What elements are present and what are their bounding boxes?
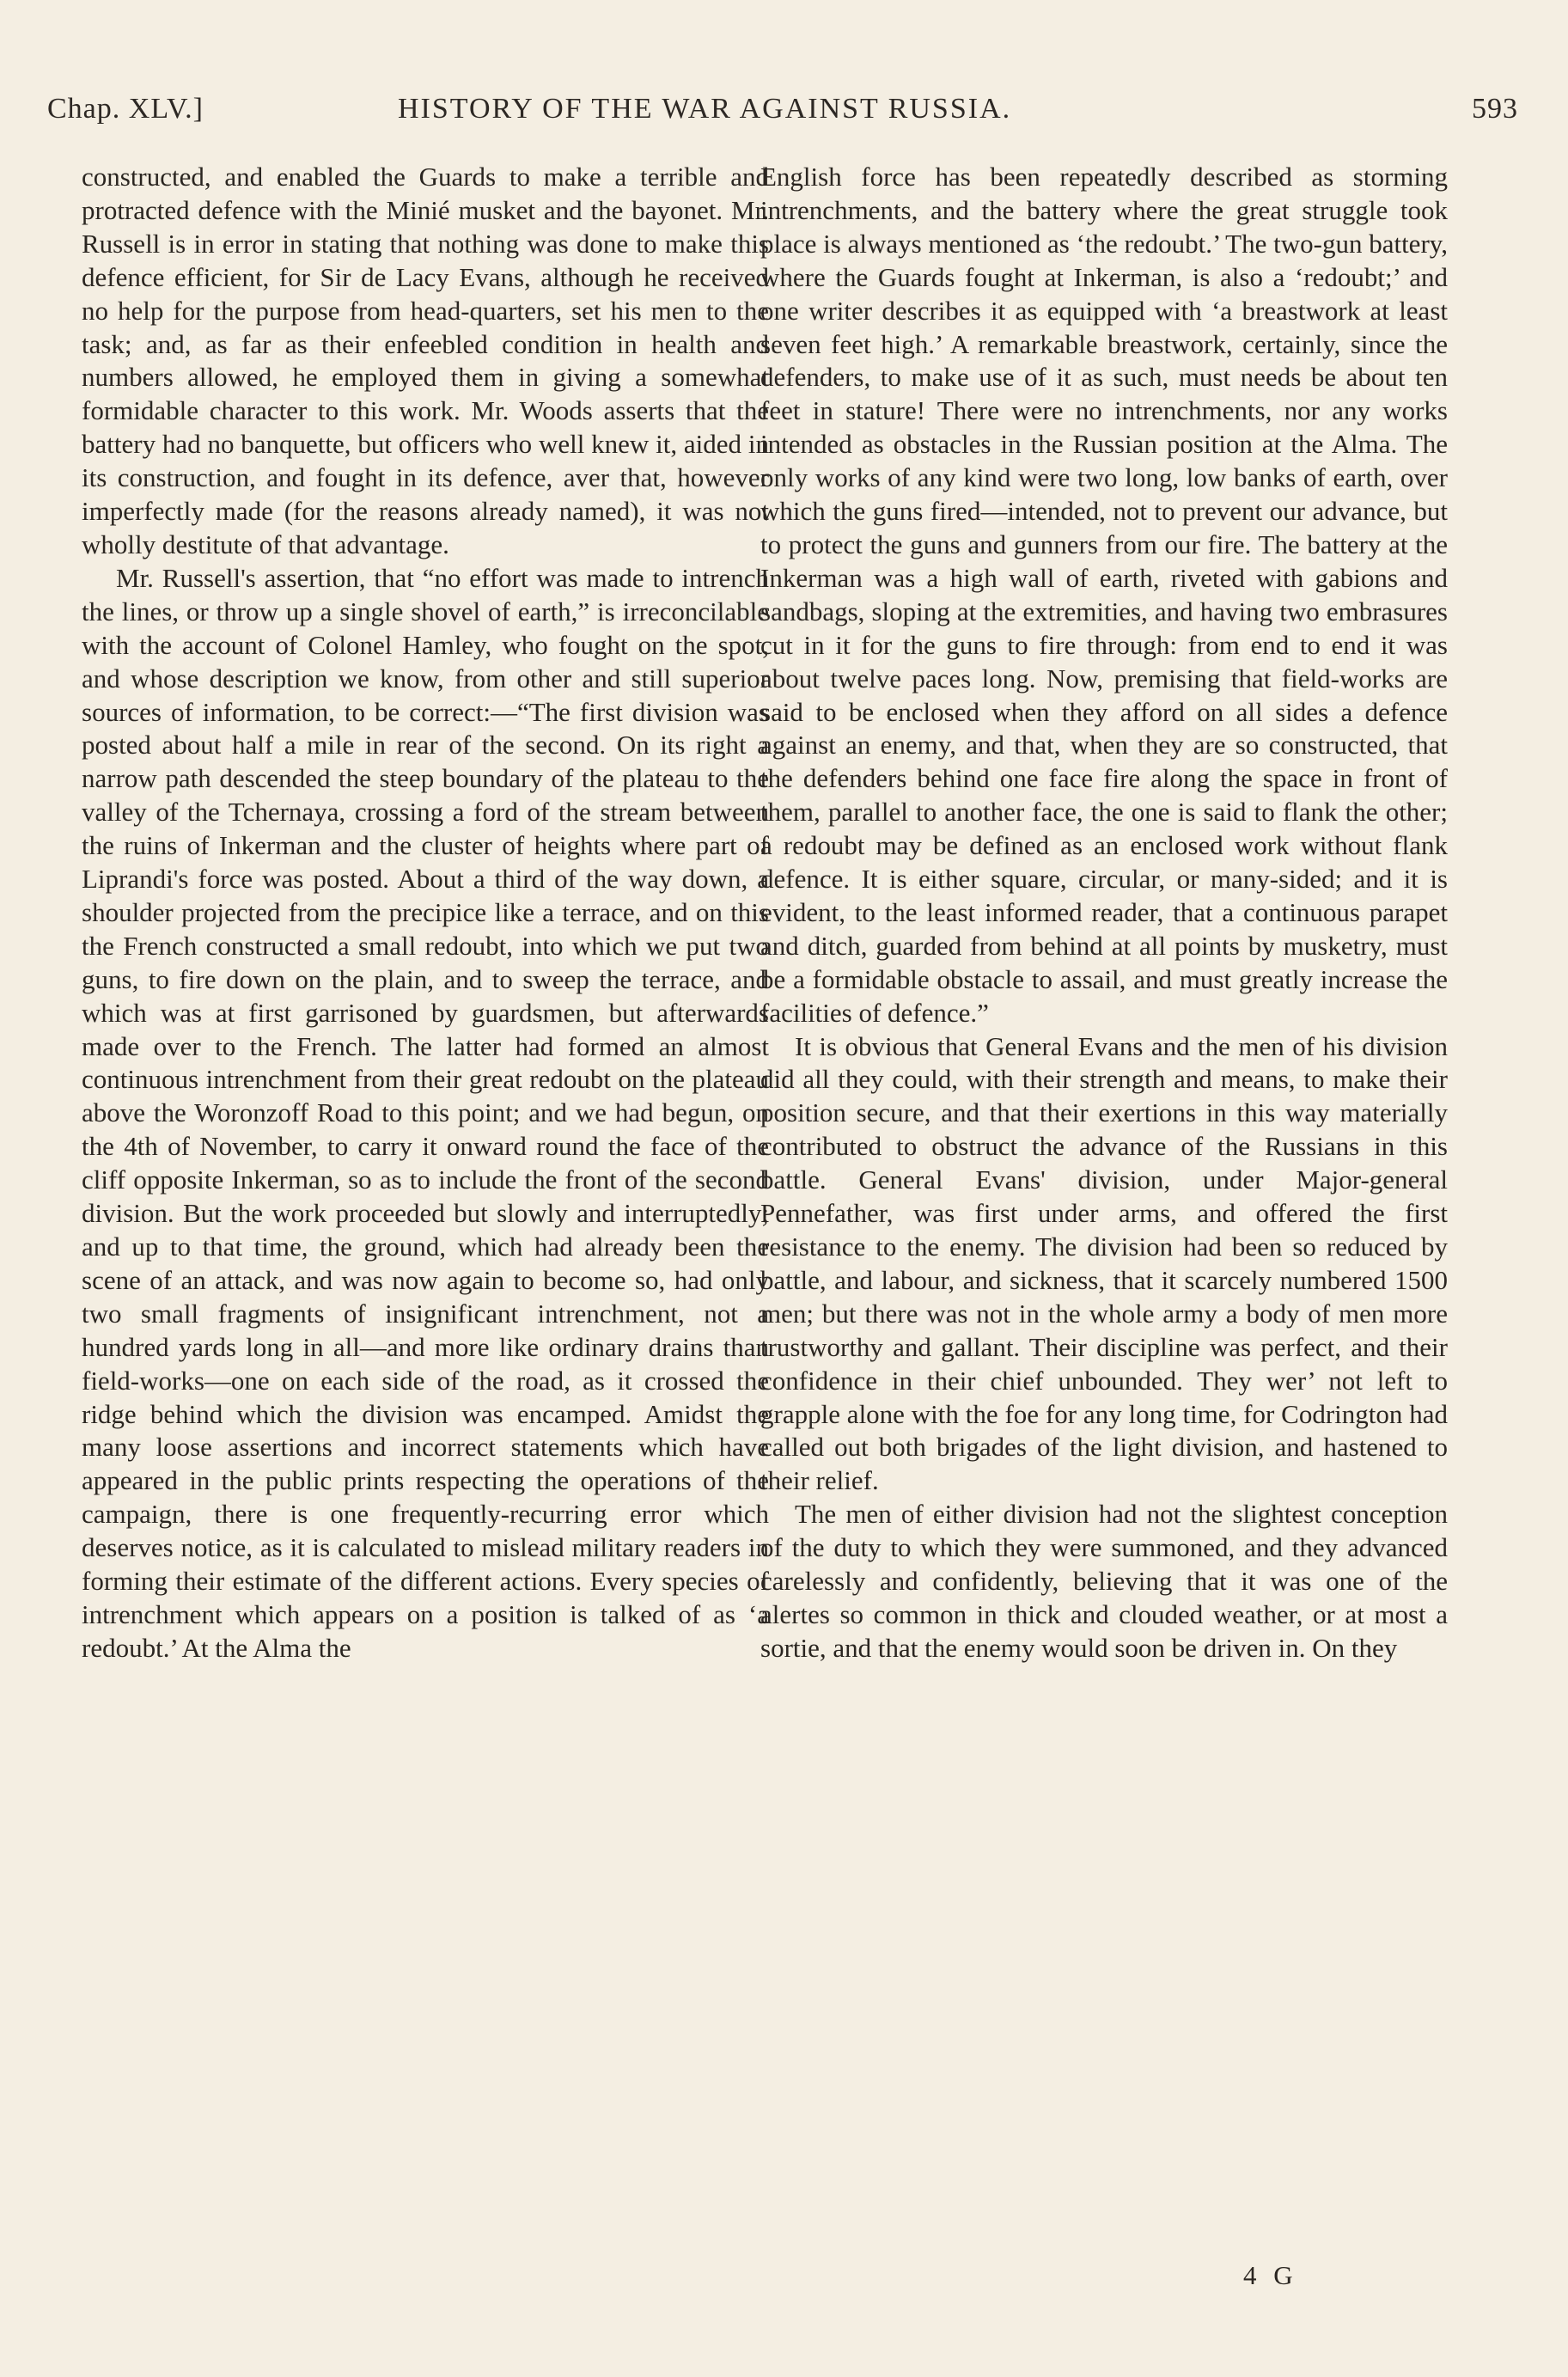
- page-number: 593: [1472, 93, 1518, 125]
- paragraph: The men of either division had not the slightest conception of the duty to which they were summoned, and they advanced carelessly and confidently, believing that it was one of the alertes so common in thick and clouded weather, or at most a sortie, and that the enemy would soon be driven in. On they: [760, 1499, 1448, 1663]
- paragraph: constructed, and enabled the Guards to make a terrible and protracted defence with the Minié musket and the bayonet. Mr. Russell is in error in stating that nothing was done to make this defence efficient, for Sir de Lacy Evans, although he received no help for the purpose from head-quarters, set his men to the task; and, as far as their enfeebled condition in health and numbers allowed, he employed them in giving a somewhat formidable character to this work. Mr. Woods asserts that the battery had no banquette, but officers who well knew it, aided in its construction, and fought in its defence, aver that, however imperfectly made (for the reasons already named), it was not wholly destitute of that advantage.: [82, 162, 769, 559]
- running-title: HISTORY OF THE WAR AGAINST RUSSIA.: [398, 93, 1012, 125]
- signature-mark: 4 G: [1243, 2260, 1298, 2290]
- left-column: [82, 161, 769, 1665]
- chapter-label: Chap. XLV.]: [47, 93, 204, 125]
- paragraph: English force has been repeatedly described as storming intrenchments, and the battery where the great struggle took place is always mentioned as ‘the redoubt.’ The two-gun battery, where the Guards fought at Inkerman, is also a ‘redoubt;’ and one writer describes it as equipped with ‘a breastwork at least seven feet high.’ A remarkable breastwork, certainly, since the defenders, to make use of it as such, must needs be about ten feet in stature! There were no intrenchments, nor any works intended as obstacles in the Russian position at the Alma. The only works of any kind were two long, low banks of earth, over which the guns fired—intended, not to prevent our advance, but to protect the guns and gunners from our fire. The battery at the Inkerman was a high wall of earth, riveted with gabions and sandbags, sloping at the extremities, and having two embrasures cut in it for the guns to fire through: from end to end it was about twelve paces long. Now, premising that field-works are said to be enclosed when they afford on all sides a defence against an enemy, and that, when they are so constructed, that the defenders behind one face fire along the space in front of them, parallel to another face, the one is said to flank the other; a redoubt may be defined as an enclosed work without flank defence. It is either square, circular, or many-sided; and it is evident, to the least informed reader, that a continuous parapet and ditch, guarded from behind at all points by musketry, must be a formidable obstacle to assail, and must greatly increase the facilities of defence.”: [760, 162, 1449, 1028]
- paragraph: It is obvious that General Evans and the men of his division did all they could, with their strength and means, to make their position secure, and that their exertions in this way materially contributed to obstruct the advance of the Russians in this battle. General Evans' division, under Major-general Pennefather, was first under arms, and offered the first resistance to the enemy. The division had been so reduced by battle, and labour, and sickness, that it scarcely numbered 1500 men; but there was not in the whole army a body of men more trustworthy and gallant. Their discipline was perfect, and their confidence in their chief unbounded. They wer’ not left to grapple alone with the foe for any long time, for Codrington had called out both brigades of the light division, and hastened to their relief.: [760, 1030, 1448, 1496]
- right-column: [760, 161, 1448, 1665]
- running-header: [47, 93, 1518, 141]
- paragraph: Mr. Russell's assertion, that “no effort was made to intrench the lines, or throw up a single shovel of earth,” is irreconcilable with the account of Colonel Hamley, who fought on the spot, and whose description we know, from other and still superior sources of information, to be correct:—“The first division was posted about half a mile in rear of the second. On its right a narrow path descended the steep boundary of the plateau to the valley of the Tchernaya, crossing a ford of the stream between the ruins of Inkerman and the cluster of heights where part of Liprandi's force was posted. About a third of the way down, a shoulder projected from the precipice like a terrace, and on this the French constructed a small redoubt, into which we put two guns, to fire down on the plain, and to sweep the terrace, and which was at first garrisoned by guardsmen, but afterwards made over to the French. The latter had formed an almost continuous intrenchment from their great redoubt on the plateau above the Woronzoff Road to this point; and we had begun, on the 4th of November, to carry it onward round the face of the cliff opposite Inkerman, so as to include the front of the second division. But the work proceeded but slowly and interruptedly; and up to that time, the ground, which had already been the scene of an attack, and was now again to become so, had only two small fragments of insignificant intrenchment, not a hundred yards long in all—and more like ordinary drains than field-works—one on each side of the road, as it crossed the ridge behind which the division was encamped. Amidst the many loose assertions and incorrect statements which have appeared in the public prints respecting the operations of the campaign, there is one frequently-recurring error which deserves notice, as it is calculated to mislead military readers in forming their estimate of the different actions. Every species of intrenchment which appears on a position is talked of as ‘a redoubt.’ At the Alma the: [82, 562, 769, 1663]
